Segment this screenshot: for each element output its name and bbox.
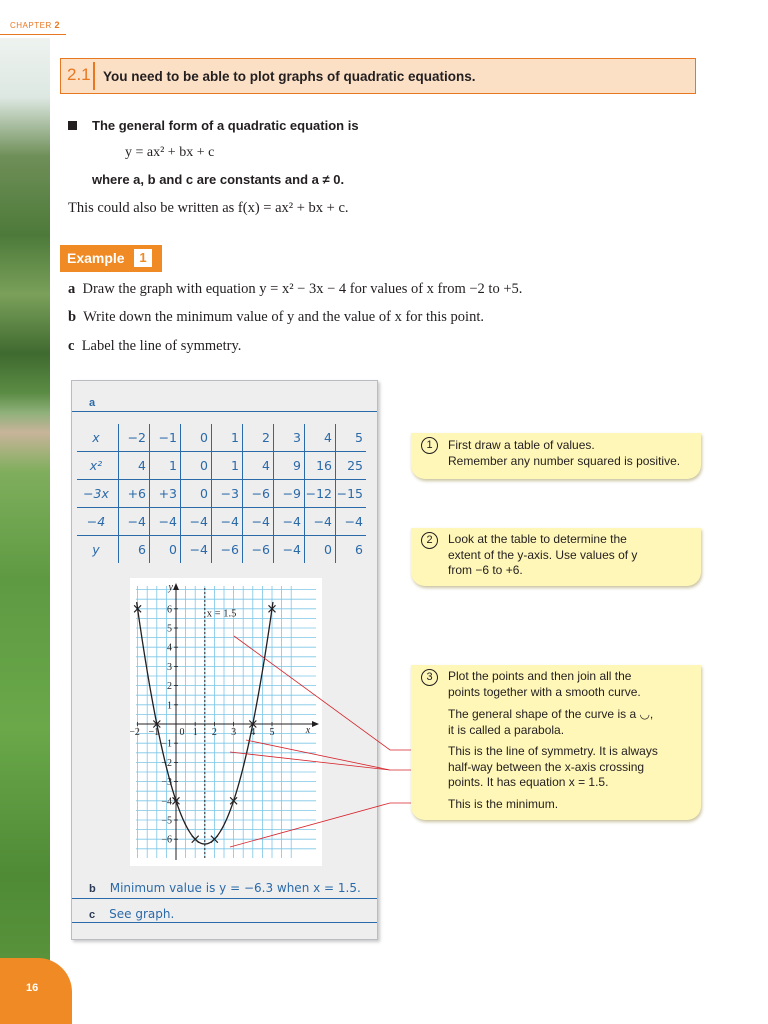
table-cell: 5 [336, 424, 367, 452]
example-badge [60, 245, 162, 272]
table-cell: 6 [119, 536, 150, 564]
row-head: −3x [77, 480, 119, 508]
table-cell: 4 [119, 452, 150, 480]
page-number-tab [0, 958, 72, 1024]
note-symmetry-text: This is the line of symmetry. It is always half-way between the x-axis crossing points. It has equation x = 1.5. [448, 744, 658, 789]
table-cell: −4 [181, 536, 212, 564]
table-cell: −4 [305, 508, 336, 536]
table-cell: 6 [336, 536, 367, 564]
table-cell: 0 [181, 480, 212, 508]
symmetry-label: x = 1.5 [206, 608, 237, 620]
y-tick-label: −6 [161, 834, 172, 846]
table-cell: 4 [305, 424, 336, 452]
table-cell: +6 [119, 480, 150, 508]
table-cell: 0 [305, 536, 336, 564]
values-table [77, 424, 366, 563]
y-tick-label: −3 [161, 777, 172, 789]
table-cell: 0 [150, 536, 181, 564]
example-label: Example [67, 250, 125, 266]
table-cell: −3 [212, 480, 243, 508]
table-cell: −12 [305, 480, 336, 508]
table-cell: −9 [274, 480, 305, 508]
table-cell: −6 [212, 536, 243, 564]
x-tick-label: 2 [211, 727, 217, 738]
table-row [77, 480, 366, 508]
table-cell: 25 [336, 452, 367, 480]
origin-label: 0 [179, 727, 185, 738]
y-tick-label: 1 [167, 700, 172, 712]
parabola-graph [130, 578, 322, 866]
table-cell: −6 [243, 536, 274, 564]
general-form-condition: where a, b and c are constants and a ≠ 0. [92, 172, 345, 187]
table-cell: −4 [181, 508, 212, 536]
x-tick-label: −1 [148, 727, 160, 738]
bullet-square-icon [68, 121, 77, 130]
general-form-alt: This could also be written as f(x) = ax² + bx + c. [68, 200, 349, 216]
table-cell: 4 [243, 452, 274, 480]
x-tick-label: 3 [231, 727, 237, 738]
note-3 [411, 665, 701, 820]
x-tick-label: −2 [130, 727, 140, 738]
working-panel [71, 380, 378, 940]
chapter-rule [0, 34, 66, 35]
table-row [77, 452, 366, 480]
answer-c: c See graph. [89, 907, 175, 921]
x-tick-label: 4 [250, 727, 256, 738]
row-head: −4 [77, 508, 119, 536]
y-axis-label: y [168, 582, 173, 593]
note-1 [411, 433, 701, 479]
rule-line [72, 898, 377, 899]
working-part-a-label: a [89, 397, 96, 409]
table-cell: −6 [243, 480, 274, 508]
rule-line [72, 922, 377, 923]
note-2 [411, 528, 701, 586]
side-photo-strip [0, 38, 50, 1024]
y-tick-label: −5 [161, 815, 172, 827]
table-cell: 2 [243, 424, 274, 452]
rule-line [72, 411, 377, 412]
x-axis-arrow-icon [312, 721, 319, 727]
table-cell: −4 [212, 508, 243, 536]
table-cell: −1 [150, 424, 181, 452]
note-number: 1 [421, 437, 438, 454]
answer-b: b Minimum value is y = −6.3 when x = 1.5. [89, 881, 361, 895]
note-text: Look at the table to determine the extent of the y-axis. Use values of y from −6 to +6. [448, 532, 638, 577]
table-cell: −4 [150, 508, 181, 536]
y-tick-label: −4 [161, 796, 172, 808]
example-number: 1 [134, 249, 152, 267]
y-tick-label: 5 [167, 623, 172, 635]
table-row [77, 424, 366, 452]
note-minimum-text: This is the minimum. [448, 797, 559, 811]
section-title: You need to be able to plot graphs of quadratic equations. [103, 69, 476, 84]
table-cell: 0 [181, 424, 212, 452]
y-tick-label: −1 [161, 738, 172, 750]
note-number: 3 [421, 669, 438, 686]
section-number: 2.1 [67, 65, 91, 84]
table-cell: −4 [274, 536, 305, 564]
table-cell: 16 [305, 452, 336, 480]
note-text: Plot the points and then join all the points together with a smooth curve. [448, 669, 641, 699]
table-cell: −4 [336, 508, 367, 536]
table-cell: 1 [150, 452, 181, 480]
y-tick-label: −2 [161, 757, 172, 769]
x-axis-label: x [305, 725, 311, 736]
general-form-equation: y = ax² + bx + c [125, 145, 215, 160]
y-axis-arrow-icon [173, 583, 179, 590]
table-cell: −15 [336, 480, 367, 508]
x-tick-label: 5 [269, 727, 275, 738]
row-head: y [92, 542, 100, 557]
general-form-intro: The general form of a quadratic equation is [92, 118, 359, 133]
y-tick-label: 3 [167, 661, 172, 673]
x-tick-label: 1 [192, 727, 198, 738]
table-cell: −4 [119, 508, 150, 536]
table-row [77, 536, 366, 564]
table-cell: 1 [212, 452, 243, 480]
note-number: 2 [421, 532, 438, 549]
section-header [60, 58, 696, 94]
table-row [77, 508, 366, 536]
table-cell: 1 [212, 424, 243, 452]
chapter-label: CHAPTER 2 [10, 20, 60, 30]
table-cell: −4 [243, 508, 274, 536]
y-tick-label: 2 [167, 681, 172, 693]
table-cell: −2 [119, 424, 150, 452]
table-cell: 3 [274, 424, 305, 452]
example-part-a: a Draw the graph with equation y = x² − 3x − 4 for values of x from −2 to +5. [68, 281, 523, 297]
note-parabola-text: The general shape of the curve is a ◡, it is called a parabola. [448, 707, 654, 737]
row-head: x [77, 424, 119, 452]
example-part-b: b Write down the minimum value of y and the value of x for this point. [68, 309, 484, 325]
table-cell: 0 [181, 452, 212, 480]
note-text: First draw a table of values. Remember any number squared is positive. [448, 438, 681, 468]
table-cell: −4 [274, 508, 305, 536]
section-divider [93, 62, 95, 90]
table-cell: 9 [274, 452, 305, 480]
y-tick-label: 6 [167, 604, 172, 616]
example-part-c: c Label the line of symmetry. [68, 338, 242, 354]
graph-svg [130, 578, 322, 866]
table-cell: +3 [150, 480, 181, 508]
page-number: 16 [26, 982, 39, 994]
y-tick-label: 4 [167, 642, 172, 654]
row-head: x² [77, 452, 119, 480]
